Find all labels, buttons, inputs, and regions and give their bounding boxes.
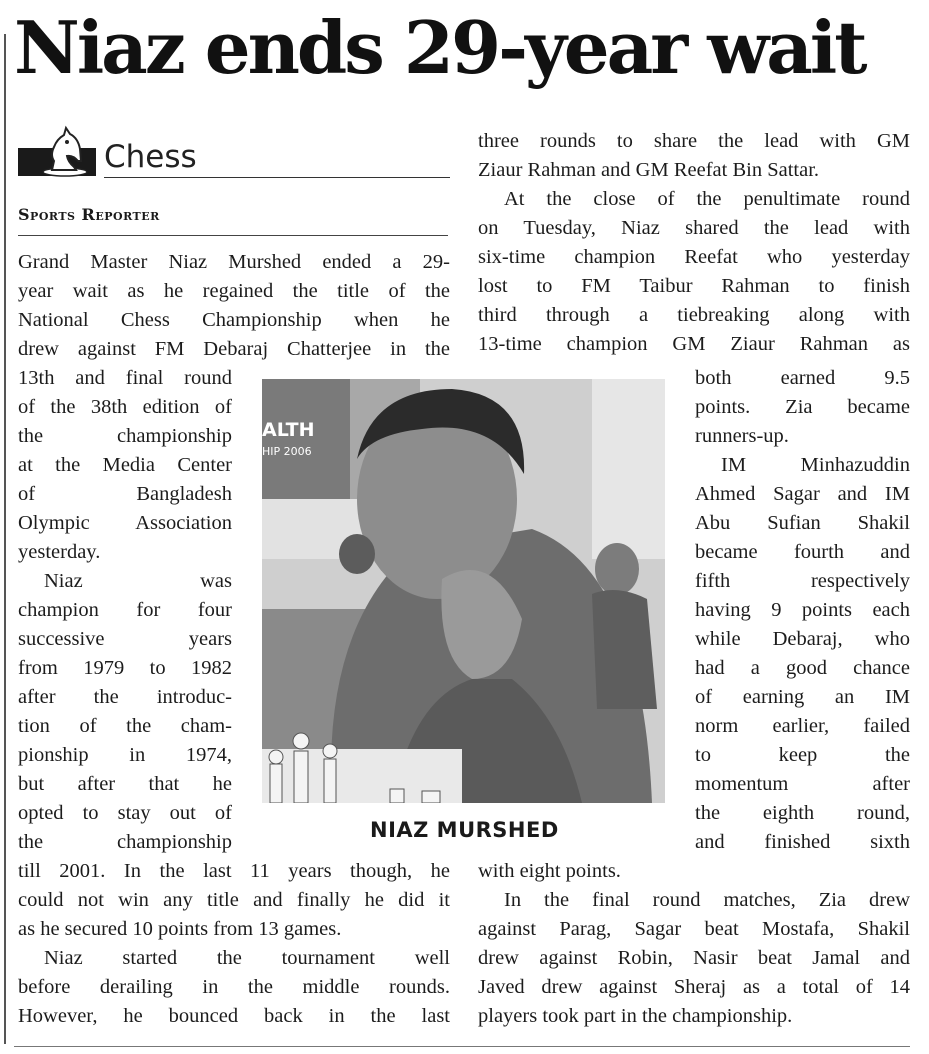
body-text-line: having 9 points each [695,599,910,621]
body-text-line: Niaz was [44,570,232,592]
body-text-line: the eighth round, [695,802,910,824]
body-text-line: momentum after [695,773,910,795]
byline-rule [18,235,448,236]
headline: Niaz ends 29-year wait [14,5,865,90]
body-text-line: In the final round matches, Zia drew [504,889,910,911]
body-text-line: of earning an IM [695,686,910,708]
bottom-rule [14,1046,910,1047]
body-text-line: could not win any title and finally he did it [18,889,450,911]
body-text-line: At the close of the penultimate round [504,188,910,210]
body-text-line: with eight points. [478,860,621,882]
chess-knight-icon [40,125,90,177]
column-2-bottom [478,857,910,1031]
body-text-line: against Parag, Sagar beat Mostafa, Shakil [478,918,910,940]
body-text-line: and finished sixth [695,831,910,853]
body-text-line: till 2001. In the last 11 years though, he [18,860,450,882]
column-1-wrap [18,364,232,857]
body-text-line: pionship in 1974, [18,744,232,766]
body-text-line: Niaz started the tournament well [44,947,450,969]
body-text-line: champion for four [18,599,232,621]
body-text-line: Abu Sufian Shakil [695,512,910,534]
body-text-line: tion of the cham- [18,715,232,737]
body-text-line: norm earlier, failed [695,715,910,737]
section-label: Chess [104,139,197,175]
column-2-top [478,127,910,359]
body-text-line: had a good chance [695,657,910,679]
body-text-line: National Chess Championship when he [18,309,450,331]
section-rule [104,177,450,178]
body-text-line: successive years [18,628,232,650]
photo-illustration [262,379,665,803]
body-text-line: from 1979 to 1982 [18,657,232,679]
column-2-wrap [695,364,910,857]
body-text-line: both earned 9.5 [695,367,910,389]
body-text-line: Grand Master Niaz Murshed ended a 29- [18,251,450,273]
column-1-bottom [18,857,450,1031]
body-text-line: while Debaraj, who [695,628,910,650]
body-text-line: but after that he [18,773,232,795]
left-column-rule [4,34,6,1044]
body-text-line: IM Minhazuddin [721,454,910,476]
body-text-line: lost to FM Taibur Rahman to finish [478,275,910,297]
body-text-line: yesterday. [18,541,101,563]
body-text-line: drew against Robin, Nasir beat Jamal and [478,947,910,969]
body-text-line: the championship [18,425,232,447]
body-text-line: after the introduc- [18,686,232,708]
body-text-line: Ahmed Sagar and IM [695,483,910,505]
player-photo [262,379,665,803]
body-text-line: of Bangladesh [18,483,232,505]
body-text-line: as he secured 10 points from 13 games. [18,918,342,940]
column-1-top [18,248,450,364]
body-text-line: the championship [18,831,232,853]
body-text-line: on Tuesday, Niaz shared the lead with [478,217,910,239]
body-text-line: fifth respectively [695,570,910,592]
body-text-line: before derailing in the middle rounds. [18,976,450,998]
body-text-line: drew against FM Debaraj Chatterjee in the [18,338,450,360]
byline: Sports Reporter [18,205,160,224]
body-text-line: of the 38th edition of [18,396,232,418]
body-text-line: Javed drew against Sheraj as a total of 14 [478,976,910,998]
body-text-line: opted to stay out of [18,802,232,824]
body-text-line: runners-up. [695,425,789,447]
section-header [18,125,450,181]
body-text-line: became fourth and [695,541,910,563]
body-text-line: three rounds to share the lead with GM [478,130,910,152]
photo-caption: NIAZ MURSHED [370,818,559,842]
banner-text-1: ALTH [262,419,315,441]
body-text-line: However, he bounced back in the last [18,1005,450,1027]
body-text-line: six-time champion Reefat who yesterday [478,246,910,268]
body-text-line: Olympic Association [18,512,232,534]
body-text-line: third through a tiebreaking along with [478,304,910,326]
body-text-line: Ziaur Rahman and GM Reefat Bin Sattar. [478,159,820,181]
body-text-line: year wait as he regained the title of the [18,280,450,302]
body-text-line: points. Zia became [695,396,910,418]
banner-text-2: HIP 2006 [262,445,312,458]
body-text-line: players took part in the championship. [478,1005,793,1027]
body-text-line: 13-time champion GM Ziaur Rahman as [478,333,910,355]
body-text-line: at the Media Center [18,454,232,476]
body-text-line: to keep the [695,744,910,766]
body-text-line: 13th and final round [18,367,232,389]
